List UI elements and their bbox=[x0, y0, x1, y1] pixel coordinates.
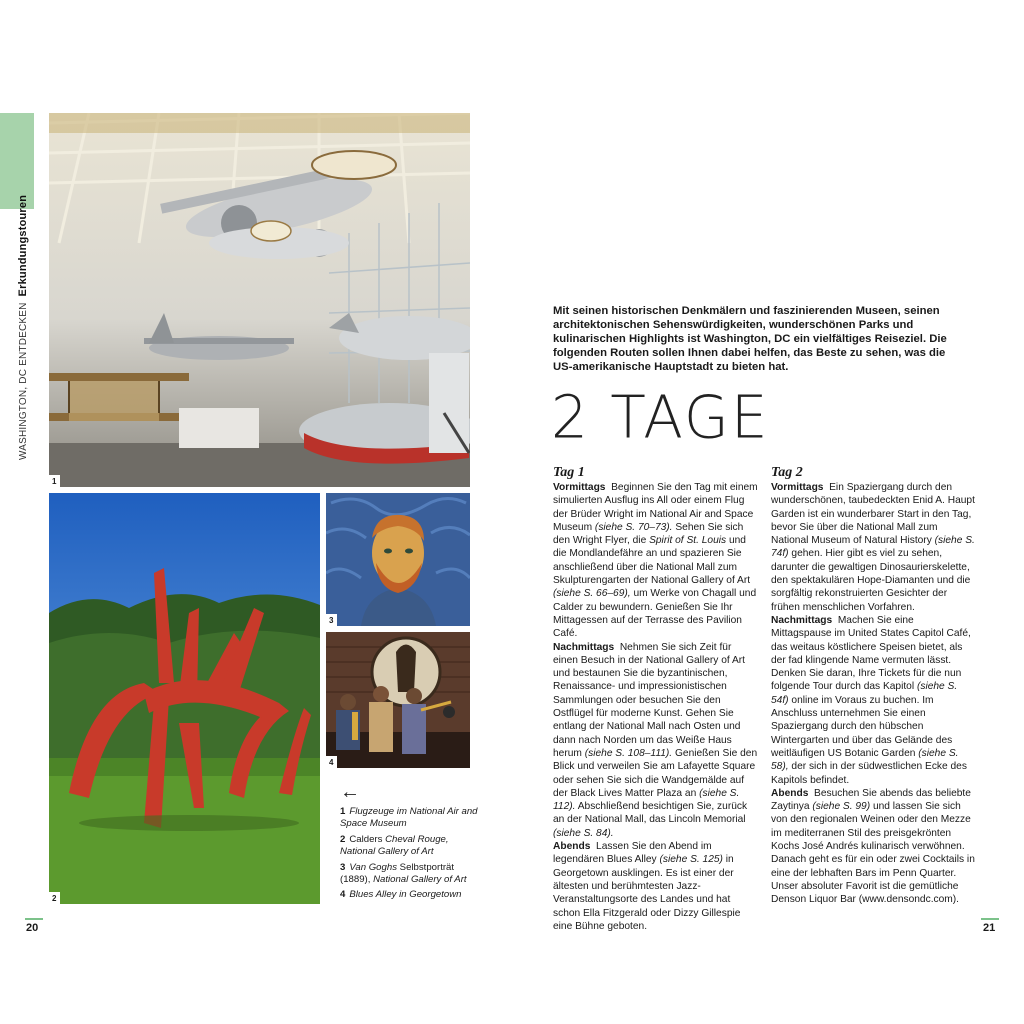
caption-1: 1 Flugzeuge im National Air and Space Museum bbox=[340, 806, 478, 830]
photo-captions bbox=[340, 806, 480, 905]
page-headline: 2 TAGE bbox=[551, 382, 770, 452]
page-number-rule bbox=[25, 918, 43, 920]
photo-van-gogh-portrait bbox=[326, 493, 470, 626]
section-running-head: WASHINGTON, DC ENTDECKEN Erkundungstouren bbox=[17, 194, 29, 460]
intro-paragraph: Mit seinen historischen Denkmälern und faszinierenden Museen, seinen architektonischen Sehenswürdigkeiten, wunderschönen Parks und kulinarischen Highlights ist Washington, DC ein vielfältiges Reiseziel. Die folgenden Routen sollen Ihnen dabei helfen, das Beste zu sehen, was die US-amerikanische Hauptstadt zu bieten hat. bbox=[553, 305, 947, 373]
caption-3: 3 Van Goghs Selbstporträt (1889), National Gallery of Art bbox=[340, 861, 467, 886]
photo-blues-alley bbox=[326, 632, 470, 768]
day-1-text: Vormittags Beginnen Sie den Tag mit einem simulierten Ausflug ins All oder einem Flug der Brüder Wright im National Air and Space Museum (siehe S. 70–73). Sehen Sie sich den Wright Flyer, die Spirit of St. Louis und die Mondlandefähre an und spazieren Sie anschließend über die National Mall zum Skulpturengarten der National Gallery of Art (siehe S. 66–69), um Werke von Chagall und Calder zu bewundern. Genießen Sie Ihr Mittagessen auf der Terrasse des Pavilion Café. Nachmittags Nehmen Sie sich Zeit für einen Besuch in der National Gallery of Art und bestaunen Sie die byzantinischen, Renaissance- und impressionistischen Sammlungen oder besuchen Sie den Ostflügel für moderne Kunst. Gehen Sie entlang der National Mall nach Osten und dann nach Norden um das Weiße Haus herum (siehe S. 108–111). Genießen Sie den Blick und verweilen Sie am Lafayette Square oder sehen Sie sich die Wandgemälde auf der Black Lives Matter Plaza an (siehe S. 112). Abschließend besichtigen Sie, zurück an der National Mall, das Lincoln Memorial (siehe S. 84). Abends Lassen Sie den Abend im legendären Blues Alley (siehe S. 125) in Georgetown ausklingen. Es ist einer der ältesten und berühmtesten Jazz-Veranstaltungsorte des Landes und hat schon Ella Fitzgerald oder Dizzy Gillespie eine Bühne geboten. bbox=[553, 482, 758, 932]
day-1-column bbox=[553, 464, 758, 933]
page-number-left: 20 bbox=[26, 922, 39, 934]
photo-air-space-museum bbox=[49, 113, 470, 487]
arrow-left-icon: ← bbox=[340, 781, 360, 803]
caption-4: 4 Blues Alley in Georgetown bbox=[340, 889, 462, 901]
day-1-title: Tag 1 bbox=[553, 465, 585, 480]
photo-number-badge: 2 bbox=[49, 892, 60, 904]
photo-number-badge: 1 bbox=[49, 475, 60, 487]
day-2-title: Tag 2 bbox=[771, 465, 803, 480]
page-number-right: 21 bbox=[983, 922, 996, 934]
day-2-column bbox=[771, 464, 976, 907]
page-number-rule bbox=[981, 918, 999, 920]
photo-number-badge: 3 bbox=[326, 614, 337, 626]
photo-calder-sculpture bbox=[49, 493, 320, 904]
caption-2: 2 Calders Cheval Rouge, National Gallery of Art bbox=[340, 833, 449, 858]
photo-number-badge: 4 bbox=[326, 756, 337, 768]
day-2-text: Vormittags Ein Spaziergang durch den wunderschönen, taubedeckten Enid A. Haupt Garden ist ein wunderbarer Start in den Tag, bevor Sie über die National Mall zum National Museum of Natural History (siehe S. 74f) gehen. Hier gibt es viel zu sehen, darunter die gewaltigen Dinosaurierskelette, den spektakulären Hope-Diamanten und die sorgfältig rekonstruierten Gesichter der frühen menschlichen Vorfahren. Nachmittags Machen Sie eine Mittagspause im United States Capitol Café, das weitaus köstlichere Speisen bietet, als der fad klingende Name vermuten lässt. Denken Sie daran, Ihre Tickets für die nun folgende Tour durch das Kapitol (siehe S. 54f) online im Voraus zu buchen. Im Anschluss unternehmen Sie einen Spaziergang durch den hübschen Wintergarten und über das Gelände des weitläufigen US Botanic Garden (siehe S. 58), der sich in der südwestlichen Ecke des Kapitols befindet. Abends Besuchen Sie abends das beliebte Zaytinya (siehe S. 99) und lassen Sie sich von den regionalen Weinen oder den Mezze im mediterranen Stil des preisgekrönten Kochs José Andrés kulinarisch verwöhnen. Danach geht es für ein oder zwei Cocktails in eine der lebhaften Bars im Penn Quarter. Unser absoluter Favorit ist die gemütliche Denson Liquor Bar (www.densondc.com). bbox=[771, 482, 975, 906]
